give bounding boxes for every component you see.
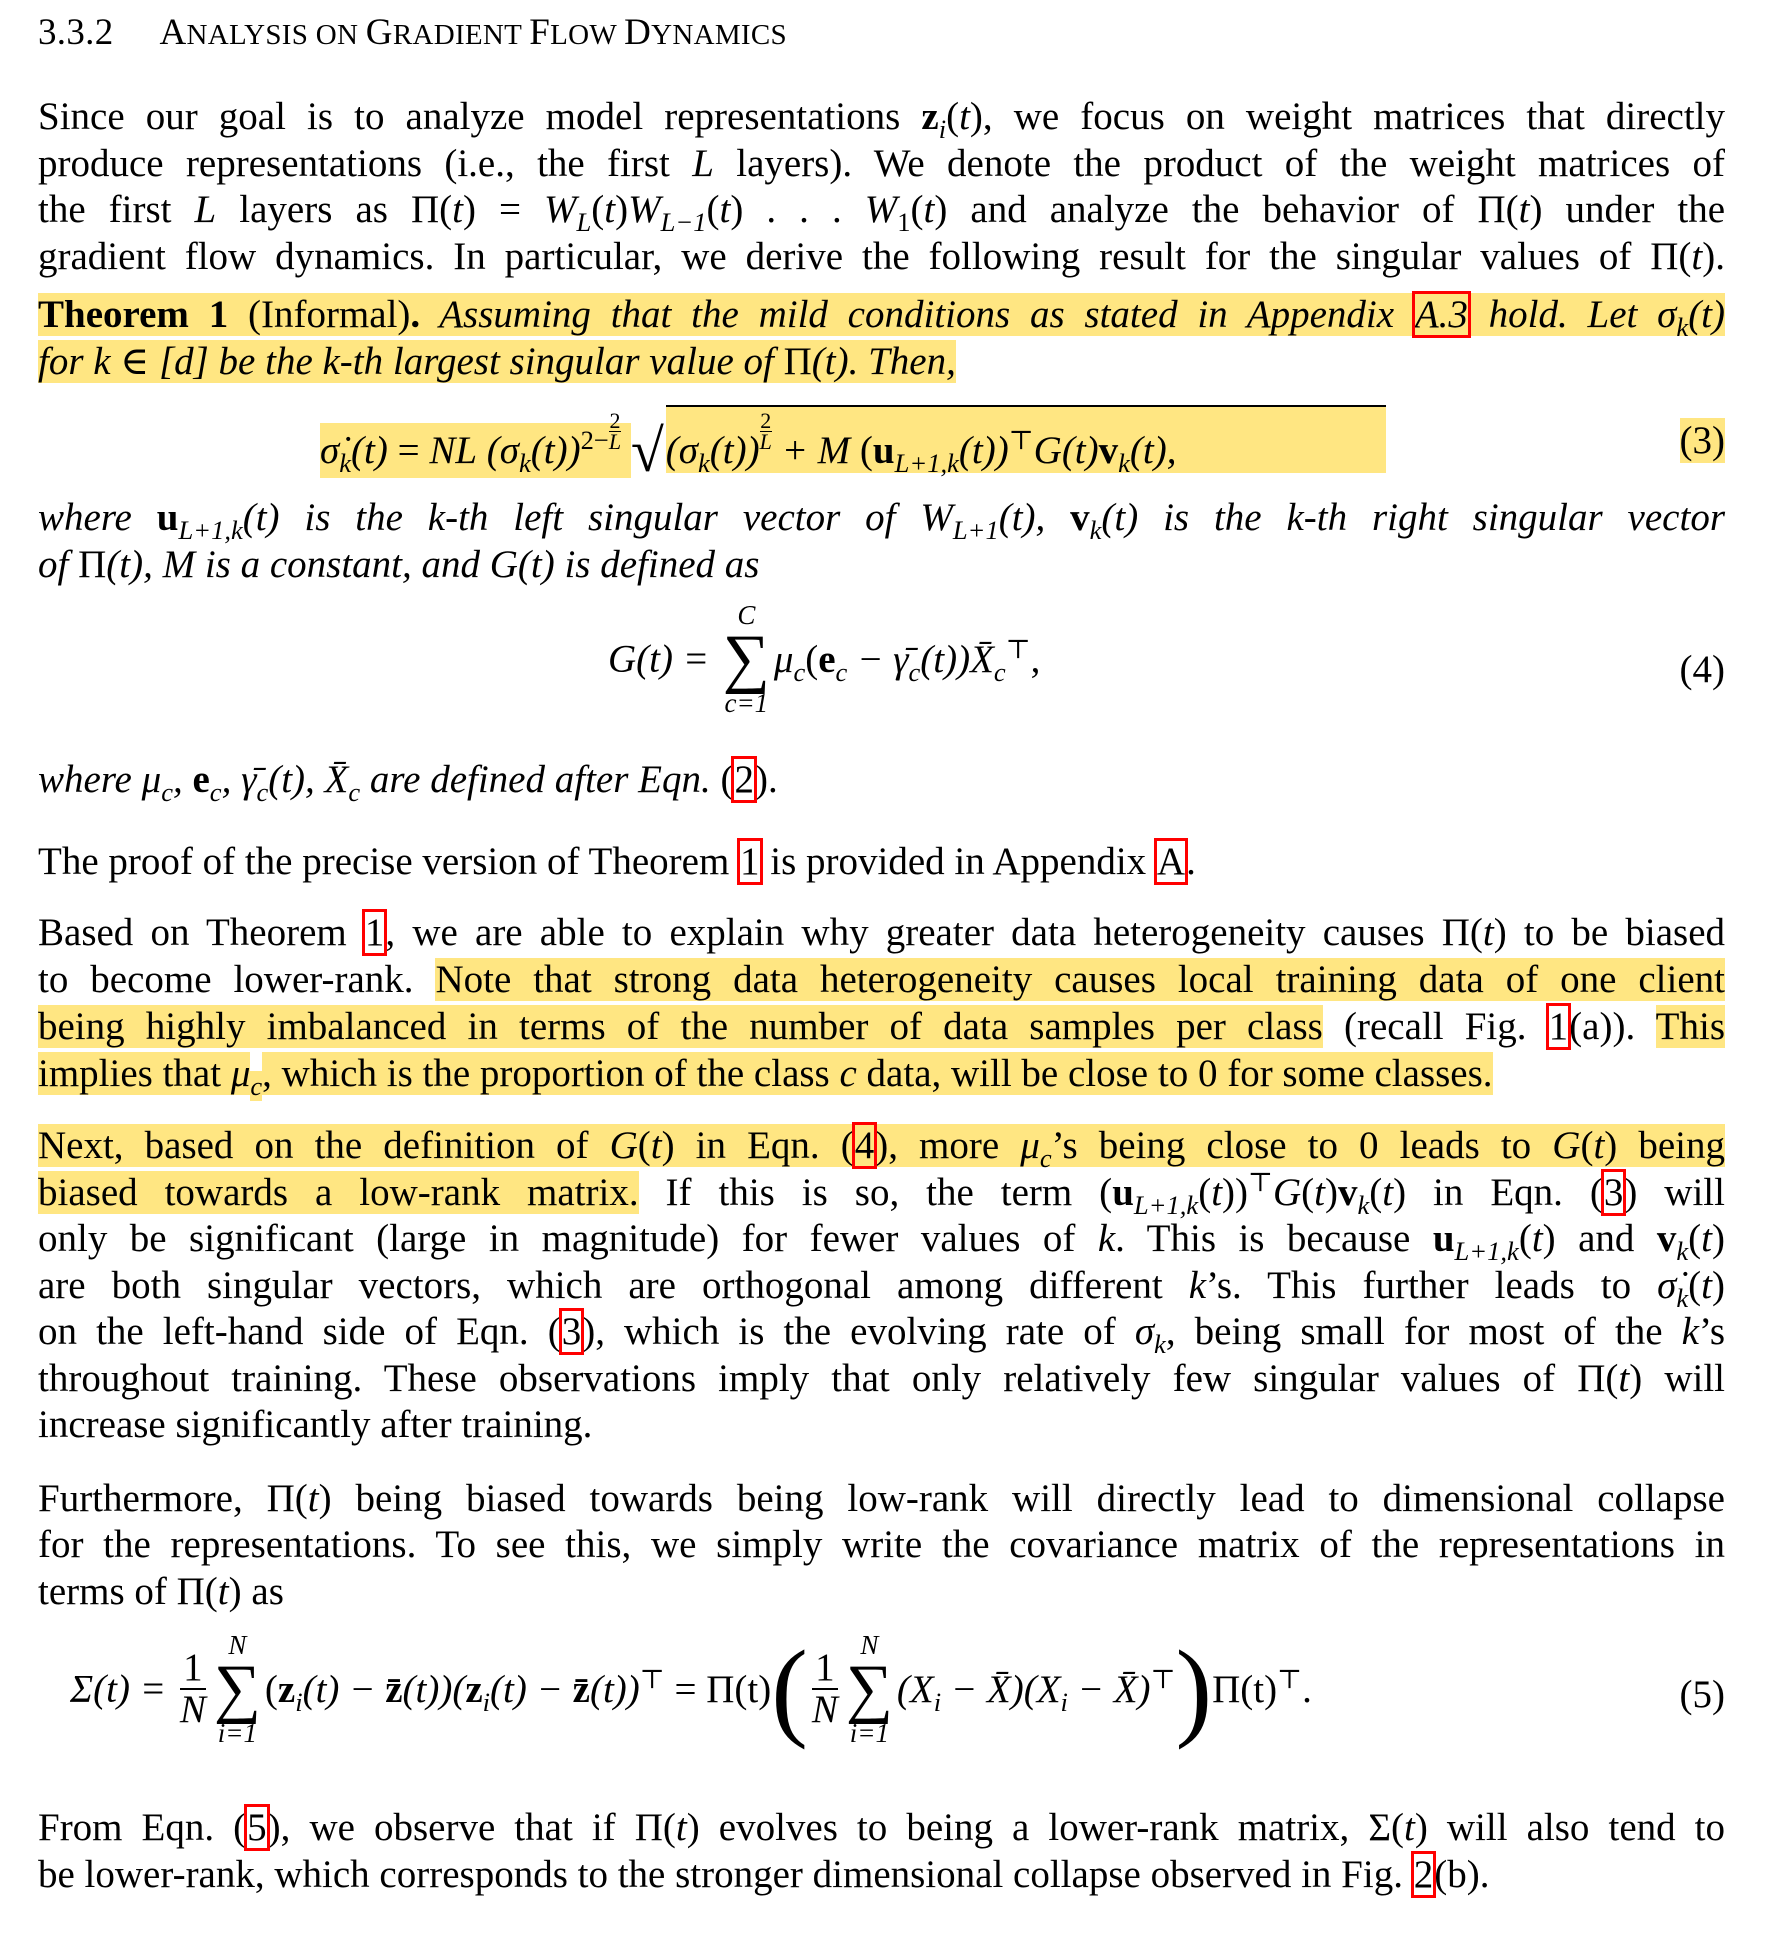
text-segment: c: [1039, 1142, 1052, 1173]
equation-5: Σ(t) = $\frac{1}{N}$ N ∑ i=1 ($z_i(t)$ − $z̄(t))(z_i(t)$ − z̄(t))⊤ = Π(t)( $\frac{1}{N}$ N ∑ i=1 ($X_i$ − $X̄)(X_i$ − X̄)⊤)Π(t)⊤.: [70, 1628, 1312, 1750]
text-segment: ), we focus on weight matrices that directly: [969, 95, 1725, 138]
text-segment: (t), M is a constant, and G(t) is defined as: [106, 543, 760, 586]
cross-reference-link[interactable]: A: [1156, 840, 1186, 883]
text-segment: i: [938, 113, 947, 144]
text-segment: produce representations (i.e., the first: [38, 142, 693, 185]
text-segment: t: [1382, 1171, 1394, 1214]
text-segment: for k ∈ [d] be the k-th largest singular value of: [38, 340, 784, 383]
text-segment: ): [1324, 1171, 1338, 1214]
text-line: [38, 957, 1725, 1003]
text-segment: ): [1711, 1264, 1725, 1307]
text-line: [38, 1805, 1725, 1851]
text-segment: for the representations. To see this, we simply write the covariance matrix of the representations in: [38, 1523, 1725, 1566]
cross-reference-link[interactable]: 5: [247, 1806, 267, 1849]
text-segment: t: [217, 1570, 229, 1613]
text-segment: t: [1691, 235, 1703, 278]
text-segment: ,: [172, 758, 193, 801]
text-segment: only be significant (large in magnitude) for fewer values of: [38, 1217, 1098, 1260]
text-line: [38, 94, 1725, 144]
text-segment: t: [650, 1124, 662, 1167]
text-segment: ) to be biased: [1493, 911, 1726, 954]
text-segment: (t). Then,: [811, 340, 956, 383]
equation-4: G(t) = C ∑ c=1 $\mu_c(e_c$ − $\gammā_c(t))X̄_c^⊤$,: [608, 600, 1041, 718]
text-segment: k: [1676, 1282, 1689, 1313]
text-line: [38, 1167, 1725, 1220]
text-segment: t: [719, 188, 731, 231]
text-segment: ) in Eqn. (: [661, 1124, 854, 1167]
text-segment: ), more: [875, 1124, 1021, 1167]
text-segment: t: [959, 95, 970, 138]
text-segment: t: [1701, 1217, 1712, 1260]
equation-3-number: (3): [1679, 419, 1725, 462]
text-line: [38, 495, 1725, 545]
text-segment: (: [1301, 1171, 1315, 1214]
text-segment: ) . . .: [730, 188, 865, 231]
cross-reference-link[interactable]: 3: [1603, 1171, 1624, 1214]
text-segment: (: [1580, 1124, 1594, 1167]
text-segment: (a)).: [1569, 1005, 1656, 1048]
text-segment: This: [1655, 1005, 1725, 1048]
cross-reference-link[interactable]: 4: [854, 1124, 875, 1167]
section-title: ANALYSIS ON GRADIENT FLOW DYNAMICS: [159, 12, 787, 53]
text-segment: ): [615, 188, 629, 231]
text-segment: being highly imbalanced in terms of the number of data samples per class: [38, 1005, 1323, 1048]
text-segment: (: [1688, 1264, 1702, 1307]
cross-reference-link[interactable]: 2: [734, 758, 754, 801]
text-line: [38, 542, 759, 588]
text-line: [38, 1123, 1725, 1173]
text-segment: e: [192, 758, 210, 801]
text-segment: , we are able to explain why greater data heterogeneity causes Π(: [385, 911, 1483, 954]
text-line: [38, 1402, 592, 1448]
cross-reference-link[interactable]: 1: [364, 911, 385, 954]
text-segment: Based on Theorem: [38, 911, 364, 954]
text-segment: (b).: [1434, 1853, 1490, 1896]
text-segment: c: [348, 776, 361, 807]
text-line: [38, 839, 1196, 885]
text-segment: ): [1712, 1217, 1725, 1260]
text-segment: ).: [1702, 235, 1725, 278]
cross-reference-link[interactable]: A.3: [1414, 293, 1468, 336]
text-segment: k: [1676, 311, 1689, 342]
text-segment: G: [609, 1124, 638, 1167]
text-segment: ) will also tend to: [1414, 1806, 1726, 1849]
text-line: [38, 1051, 1493, 1101]
text-line: [38, 234, 1725, 280]
text-line: [38, 187, 1726, 237]
text-segment: throughout training. These observations imply that only relatively few singular values of Π(: [38, 1357, 1619, 1400]
text-segment: (: [637, 1124, 651, 1167]
text-segment: data, will be close to 0 for some classes.: [856, 1052, 1493, 1095]
text-line: [38, 757, 778, 807]
text-segment: ’s. This further leads to: [1206, 1264, 1658, 1307]
text-segment: Next, based on the definition of: [38, 1124, 610, 1167]
text-segment: From Eqn. (: [38, 1806, 247, 1849]
text-segment: (: [591, 188, 605, 231]
text-segment: on the left-hand side of Eqn. (: [38, 1310, 561, 1353]
text-segment: ) and: [1542, 1217, 1657, 1260]
equation-3: $\sigmȧ_k(t)$ = NL $(\sigma_k(t))^{2-}$ $\frac{2}{L}$ $√(\sigma_k(t))$ $\frac{2}{L}$ + M $(u_{L+1,k}(t))^⊤G(t)v_k(t)$,: [320, 405, 1386, 475]
text-segment: c: [161, 776, 173, 807]
text-segment: ), which is the evolving rate of: [582, 1310, 1135, 1353]
text-segment: The proof of the precise version of Theorem: [38, 840, 740, 883]
text-segment: ), we observe that if Π(: [267, 1806, 676, 1849]
text-segment: (: [720, 758, 734, 801]
text-segment: Theorem 1: [38, 293, 229, 336]
text-segment: μ: [1020, 1124, 1040, 1167]
text-line: [38, 1476, 1725, 1522]
text-segment: u: [1112, 1171, 1134, 1214]
text-segment: μ: [230, 1052, 251, 1095]
text-segment: ⊤: [1248, 1167, 1273, 1197]
text-line: [38, 1309, 1725, 1359]
text-segment: ) will: [1624, 1171, 1725, 1214]
text-line: [38, 1569, 284, 1615]
text-segment: L: [576, 206, 592, 237]
text-segment: ) evolves to being a lower-rank matrix, Σ(: [686, 1806, 1405, 1849]
text-segment: L+1,k: [1133, 1189, 1199, 1220]
text-segment: ) will: [1629, 1357, 1725, 1400]
text-segment: t: [1518, 188, 1530, 231]
text-segment: (t) is the k-th right singular vector: [1101, 496, 1725, 539]
text-segment: k: [1097, 1217, 1116, 1260]
text-segment: layers). We denote the product of the weight matrices of: [713, 142, 1725, 185]
text-segment: k: [1357, 1189, 1370, 1220]
text-segment: u: [1432, 1217, 1455, 1260]
text-line: [38, 1263, 1725, 1313]
text-segment: .: [410, 293, 421, 336]
text-segment: t: [1618, 1357, 1630, 1400]
text-segment: c: [256, 776, 269, 807]
text-segment: implies that: [38, 1052, 231, 1095]
text-segment: Π: [783, 340, 812, 383]
text-segment: σ̇: [1657, 1264, 1677, 1307]
text-segment: v: [1070, 496, 1090, 539]
text-segment: W: [544, 188, 577, 231]
text-segment: (t) is the k-th left singular vector of W: [242, 496, 953, 539]
text-segment: t: [604, 188, 616, 231]
equation-5-number: (5): [1679, 1673, 1725, 1716]
text-segment: are both singular vectors, which are orthogonal among different: [38, 1264, 1189, 1307]
text-segment: v: [1656, 1217, 1677, 1260]
text-segment: L: [194, 188, 217, 231]
text-segment: Π: [78, 543, 107, 586]
text-segment: W: [864, 188, 898, 231]
text-segment: ) =: [462, 188, 545, 231]
text-segment: G: [1272, 1171, 1302, 1214]
text-line: [38, 141, 1725, 187]
text-segment: , which is the proportion of the class: [262, 1052, 840, 1095]
text-segment: terms of Π(: [38, 1570, 218, 1613]
text-segment: Assuming that the mild conditions as stated in Appendix: [420, 293, 1414, 336]
text-segment: t: [1701, 1264, 1712, 1307]
text-segment: u: [156, 496, 179, 539]
text-segment: k: [1089, 514, 1102, 545]
text-segment: (: [946, 95, 960, 138]
text-line: [38, 292, 1725, 342]
text-segment: Note that strong data heterogeneity causes local training data of one client: [435, 958, 1725, 1001]
text-segment: ) being: [1604, 1124, 1725, 1167]
text-segment: t: [1211, 1171, 1223, 1214]
text-segment: L+1: [952, 514, 999, 545]
text-segment: t: [675, 1806, 687, 1849]
section-number: 3.3.2: [38, 12, 114, 53]
text-segment: t: [1531, 1217, 1543, 1260]
text-segment: (: [1198, 1171, 1212, 1214]
text-segment: the first: [38, 188, 195, 231]
text-segment: . This is because: [1115, 1217, 1433, 1260]
text-line: [38, 1004, 1725, 1050]
text-segment: (t),: [998, 496, 1071, 539]
text-segment: gradient flow dynamics. In particular, we derive the following result for the singular values of Π(: [38, 235, 1692, 278]
section-heading: [38, 10, 787, 58]
text-segment: hold. Let σ: [1468, 293, 1677, 336]
text-segment: (: [706, 188, 720, 231]
text-segment: is provided in Appendix: [760, 840, 1156, 883]
equation-4-number: (4): [1679, 648, 1725, 691]
text-segment: k: [1681, 1310, 1699, 1353]
text-segment: ) as: [228, 1570, 284, 1613]
text-segment: t: [452, 188, 463, 231]
text-segment: σ: [1134, 1310, 1155, 1353]
text-segment: to become lower-rank.: [38, 958, 436, 1001]
text-segment: (: [1688, 1217, 1702, 1260]
cross-reference-link[interactable]: 3: [561, 1310, 582, 1353]
text-segment: ) in Eqn. (: [1393, 1171, 1603, 1214]
text-segment: k: [1676, 1235, 1689, 1266]
text-segment: t: [1314, 1171, 1325, 1214]
text-segment: t: [1593, 1124, 1605, 1167]
text-segment: (t), X̄: [268, 758, 349, 801]
text-segment: (Informal): [228, 293, 411, 336]
text-segment: k: [1154, 1328, 1166, 1359]
text-segment: Furthermore, Π(: [38, 1477, 308, 1520]
text-segment: c: [209, 776, 222, 807]
text-segment: t: [307, 1477, 319, 1520]
text-segment: (recall Fig.: [1322, 1005, 1548, 1048]
text-segment: biased towards a low-rank matrix.: [38, 1171, 639, 1214]
text-segment: ’s being close to 0 leads to: [1051, 1124, 1553, 1167]
text-segment: 1: [897, 206, 911, 237]
text-line: [38, 1356, 1725, 1402]
text-segment: L+1,k: [178, 514, 243, 545]
text-line: [38, 1522, 1725, 1568]
text-segment: v: [1337, 1171, 1358, 1214]
text-line: [38, 339, 956, 385]
text-segment: , being small for most of the: [1165, 1310, 1682, 1353]
text-segment: L−1: [660, 206, 707, 237]
text-segment: are defined after Eqn.: [360, 758, 721, 801]
text-segment: be lower-rank, which corresponds to the stronger dimensional collapse observed in Fig.: [38, 1853, 1413, 1896]
text-segment: of: [38, 543, 79, 586]
text-segment: L+1,k: [1454, 1235, 1519, 1266]
cross-reference-link[interactable]: 1: [1548, 1005, 1569, 1048]
text-segment: L: [692, 142, 714, 185]
text-line: [38, 1216, 1725, 1266]
text-segment: G: [1552, 1124, 1581, 1167]
text-segment: t: [923, 188, 935, 231]
text-segment: k: [1188, 1264, 1207, 1307]
text-segment: t: [1404, 1806, 1415, 1849]
text-segment: ).: [754, 758, 778, 801]
text-segment: increase significantly after training.: [38, 1403, 593, 1446]
text-segment: (t): [1688, 293, 1725, 336]
cross-reference-link[interactable]: 1: [740, 840, 760, 883]
text-segment: layers as Π(: [216, 188, 453, 231]
text-segment: , γ̄: [221, 758, 257, 801]
text-segment: ) under the: [1529, 188, 1726, 231]
cross-reference-link[interactable]: 2: [1413, 1853, 1434, 1896]
text-line: [38, 910, 1725, 956]
text-segment: If this is so, the term (: [638, 1171, 1113, 1214]
text-segment: )): [1222, 1171, 1249, 1214]
text-segment: c: [839, 1052, 857, 1095]
text-segment: t: [1482, 911, 1494, 954]
text-segment: Since our goal is to analyze model representations: [38, 95, 922, 138]
text-segment: where: [38, 496, 157, 539]
text-segment: .: [1186, 840, 1196, 883]
text-line: [38, 1852, 1489, 1898]
text-segment: ) being biased towards being low-rank will directly lead to dimensional collapse: [318, 1477, 1725, 1520]
text-segment: (: [1369, 1171, 1383, 1214]
text-segment: W: [628, 188, 661, 231]
text-segment: z: [921, 95, 939, 138]
text-segment: (: [1518, 1217, 1532, 1260]
text-segment: ’s: [1698, 1310, 1725, 1353]
text-segment: where μ: [38, 758, 162, 801]
text-segment: ) and analyze the behavior of Π(: [934, 188, 1519, 231]
text-segment: (: [910, 188, 924, 231]
text-segment: c: [250, 1070, 263, 1101]
